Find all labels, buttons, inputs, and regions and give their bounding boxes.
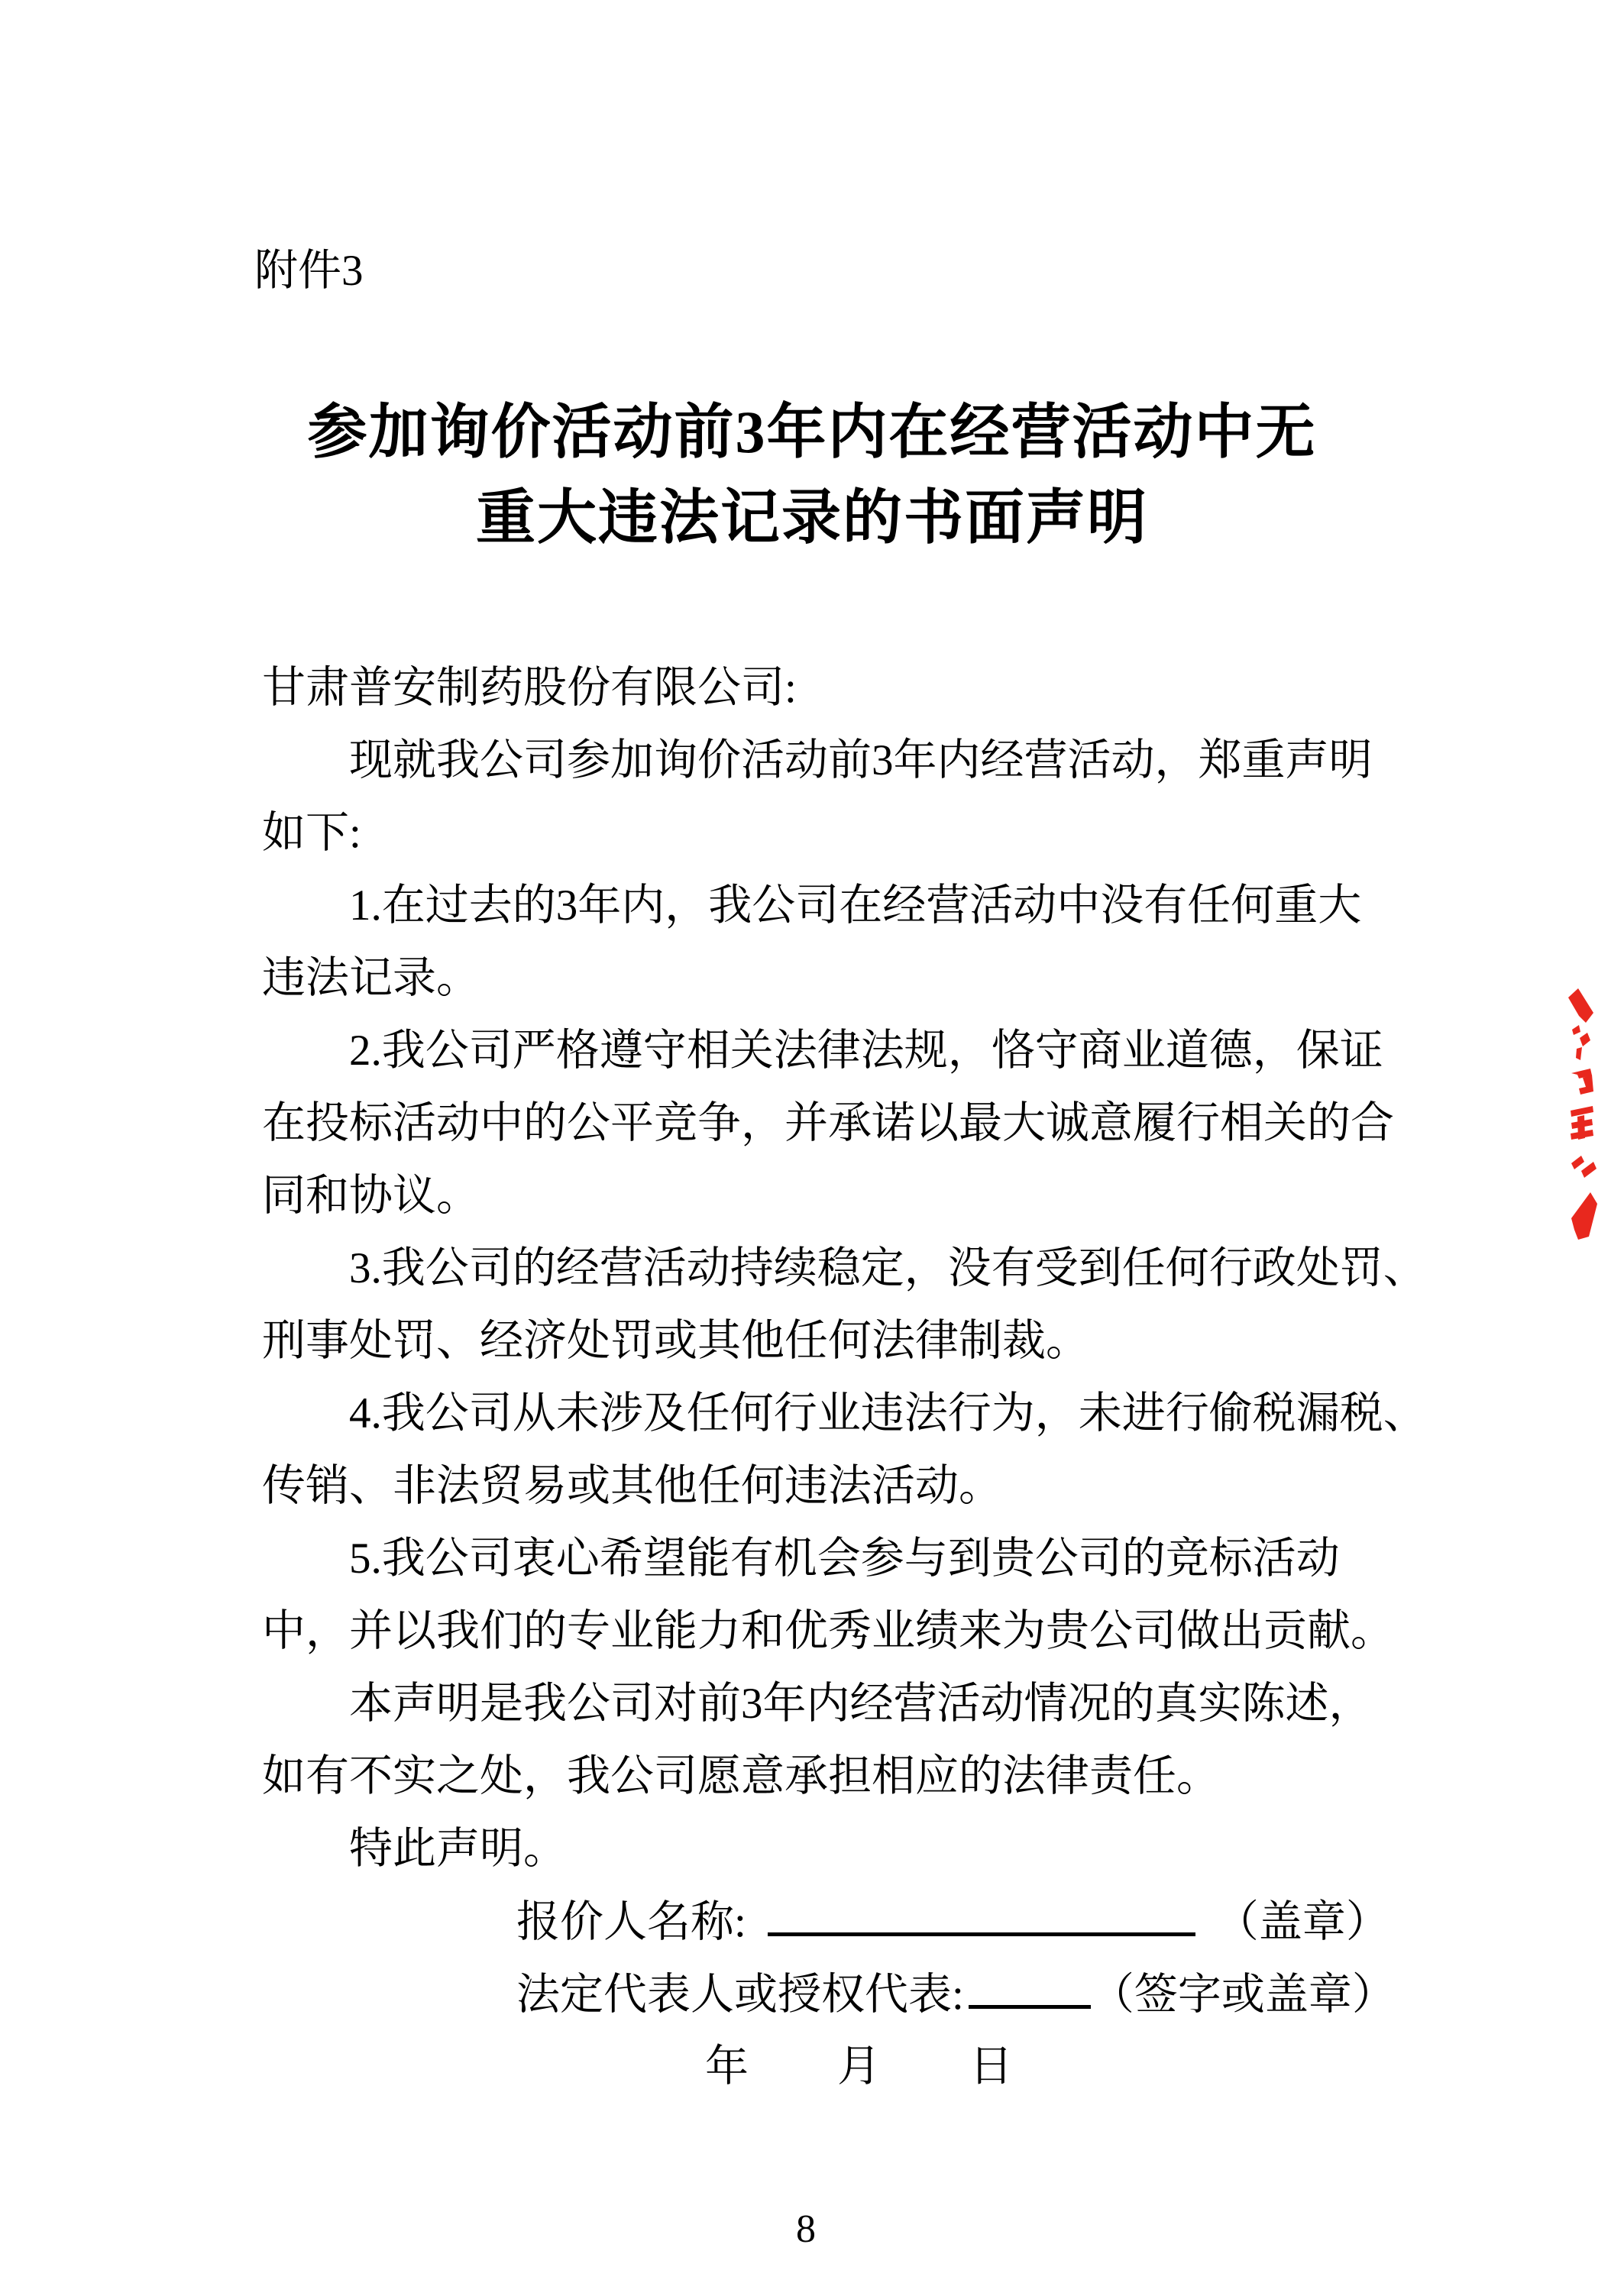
body-line: 同和协议。	[262, 1172, 480, 1220]
body-line: 5.我公司衷心希望能有机会参与到贵公司的竞标活动	[349, 1534, 1340, 1583]
body-line: 4.我公司从未涉及任何行业违法行为，未进行偷税漏税、	[349, 1389, 1427, 1437]
date-day-label: 日	[969, 2042, 1013, 2091]
representative-line	[516, 1958, 1396, 2031]
page-edge-seal-fragment	[1562, 987, 1600, 1243]
date-month-label: 月	[837, 2042, 881, 2091]
representative-suffix: （签字或盖章）	[1090, 1971, 1396, 2019]
body-line: 甘肃普安制药股份有限公司:	[262, 664, 797, 712]
bidder-name-line	[516, 1885, 1389, 1958]
body-line: 如有不实之处，我公司愿意承担相应的法律责任。	[262, 1752, 1220, 1800]
date-year-label: 年	[705, 2042, 749, 2091]
declaration-body	[262, 652, 1427, 1885]
attachment-label: 附件3	[254, 247, 364, 295]
representative-label: 法定代表人或授权代表:	[516, 1971, 964, 2019]
document-title	[262, 390, 1362, 561]
body-line: 3.我公司的经营活动持续稳定，没有受到任何行政处罚、	[349, 1244, 1427, 1292]
body-line: 违法记录。	[262, 954, 480, 1002]
representative-signature-blank	[969, 1958, 1091, 2009]
body-line: 现就我公司参加询价活动前3年内经营活动，郑重声明	[349, 736, 1373, 784]
bidder-name-label: 报价人名称:	[516, 1898, 746, 1946]
body-line: 特此声明。	[349, 1825, 567, 1873]
bidder-seal-suffix: （盖章）	[1215, 1898, 1389, 1946]
body-line: 如下:	[262, 809, 361, 857]
page-number: 8	[796, 2207, 816, 2251]
body-line: 传销、非法贸易或其他任何违法活动。	[262, 1462, 1002, 1510]
bidder-name-blank	[768, 1885, 1195, 1936]
date-line	[705, 2030, 1013, 2103]
body-line: 1.在过去的3年内，我公司在经营活动中没有任何重大	[349, 881, 1362, 930]
document-title-line2: 重大违法记录的书面声明	[475, 484, 1148, 551]
body-line: 在投标活动中的公平竞争，并承诺以最大诚意履行相关的合	[262, 1099, 1394, 1147]
body-line: 中，并以我们的专业能力和优秀业绩来为贵公司做出贡献。	[262, 1607, 1394, 1655]
body-line: 本声明是我公司对前3年内经营活动情况的真实陈述，	[349, 1680, 1373, 1728]
body-line: 刑事处罚、经济处罚或其他任何法律制裁。	[262, 1317, 1089, 1365]
document-title-line1: 参加询价活动前3年内在经营活动中无	[307, 399, 1317, 465]
body-line: 2.我公司严格遵守相关法律法规，恪守商业道德，保证	[349, 1027, 1383, 1075]
